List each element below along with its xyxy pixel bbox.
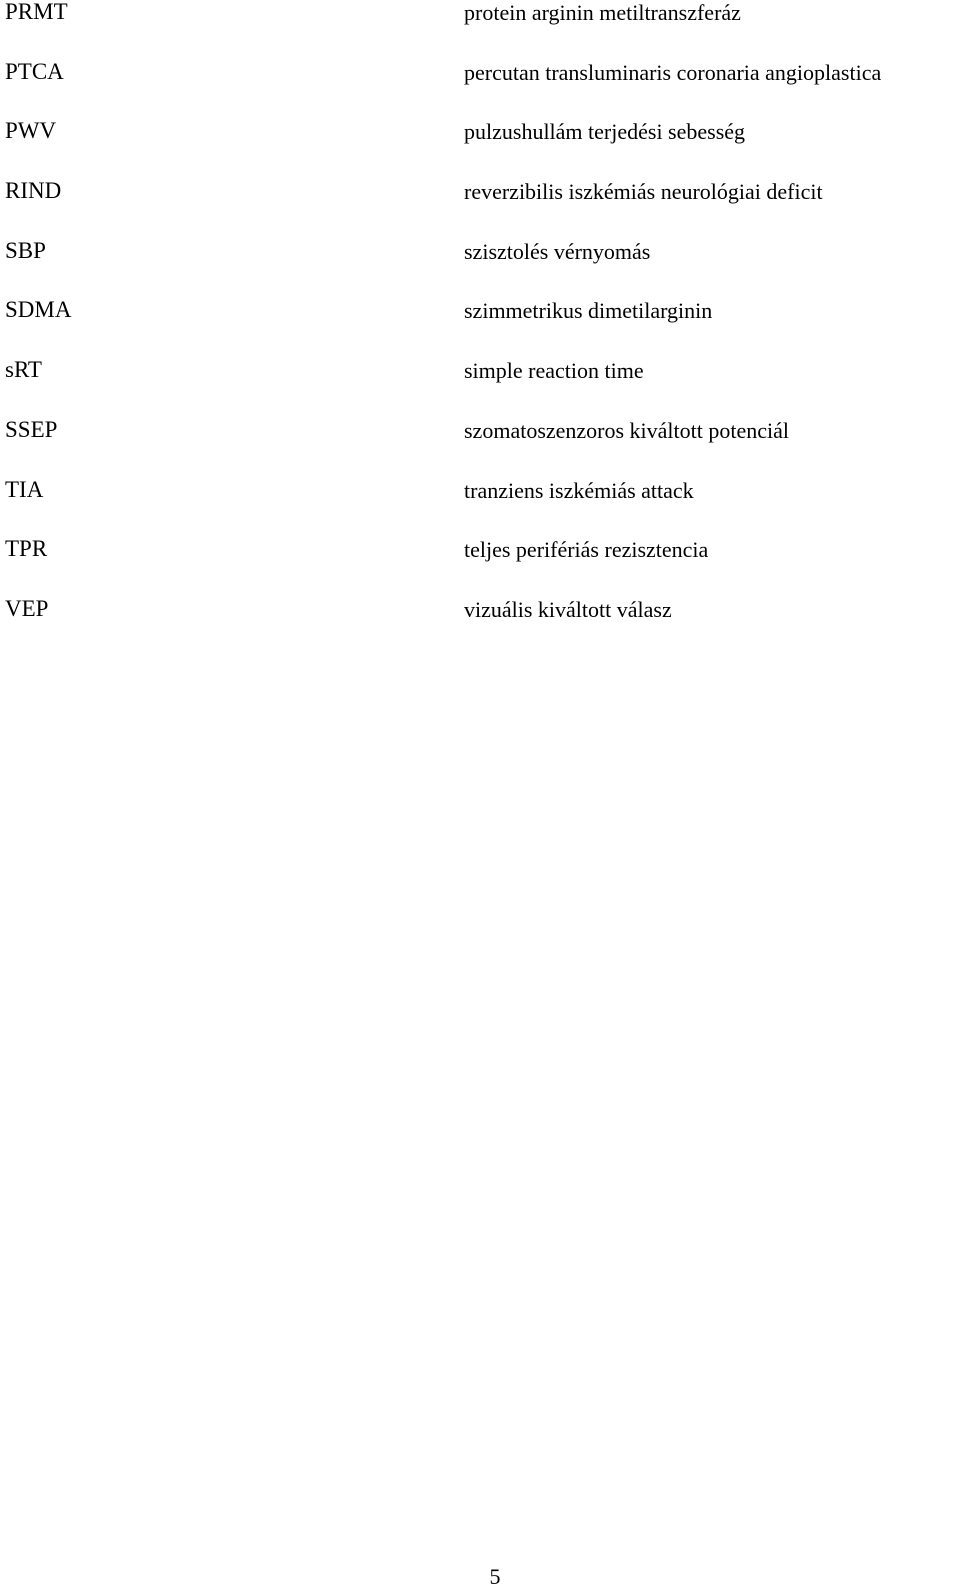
abbreviation-term: RIND	[5, 178, 62, 204]
abbreviation-term: SSEP	[5, 416, 58, 442]
abbreviation-list	[0, 0, 960, 657]
abbreviation-term: PWV	[5, 118, 57, 144]
abbreviation-row	[0, 478, 960, 538]
abbreviation-definition: vizuális kiváltott válasz	[464, 596, 672, 622]
abbreviation-definition: szisztolés vérnyomás	[464, 238, 651, 264]
abbreviation-term: VEP	[5, 595, 49, 621]
abbreviation-term: SDMA	[5, 297, 72, 323]
abbreviation-definition: tranziens iszkémiás attack	[464, 477, 694, 503]
abbreviation-row	[0, 597, 960, 657]
abbreviation-row	[0, 298, 960, 358]
abbreviation-term: PTCA	[5, 58, 64, 84]
abbreviation-row	[0, 239, 960, 299]
abbreviation-definition: simple reaction time	[464, 358, 644, 384]
abbreviation-term: PRMT	[5, 0, 68, 24]
abbreviation-row	[0, 179, 960, 239]
abbreviation-row	[0, 60, 960, 120]
abbreviation-definition: percutan transluminaris coronaria angioplastica	[464, 59, 882, 85]
abbreviation-row	[0, 418, 960, 478]
abbreviation-definition: protein arginin metiltranszferáz	[464, 0, 741, 25]
page-number: 5	[489, 1564, 501, 1589]
abbreviation-term: sRT	[5, 357, 42, 383]
abbreviation-term: SBP	[5, 237, 46, 263]
abbreviation-definition: teljes perifériás rezisztencia	[464, 537, 709, 563]
abbreviation-definition: szimmetrikus dimetilarginin	[464, 298, 713, 324]
abbreviation-row	[0, 119, 960, 179]
abbreviation-definition: reverzibilis iszkémiás neurológiai deficit	[464, 179, 823, 205]
abbreviation-row	[0, 358, 960, 418]
abbreviation-definition: szomatoszenzoros kiváltott potenciál	[464, 417, 790, 443]
abbreviation-row	[0, 0, 960, 60]
abbreviation-term: TPR	[5, 536, 48, 562]
abbreviation-definition: pulzushullám terjedési sebesség	[464, 119, 746, 145]
abbreviation-term: TIA	[5, 476, 44, 502]
abbreviation-row	[0, 537, 960, 597]
